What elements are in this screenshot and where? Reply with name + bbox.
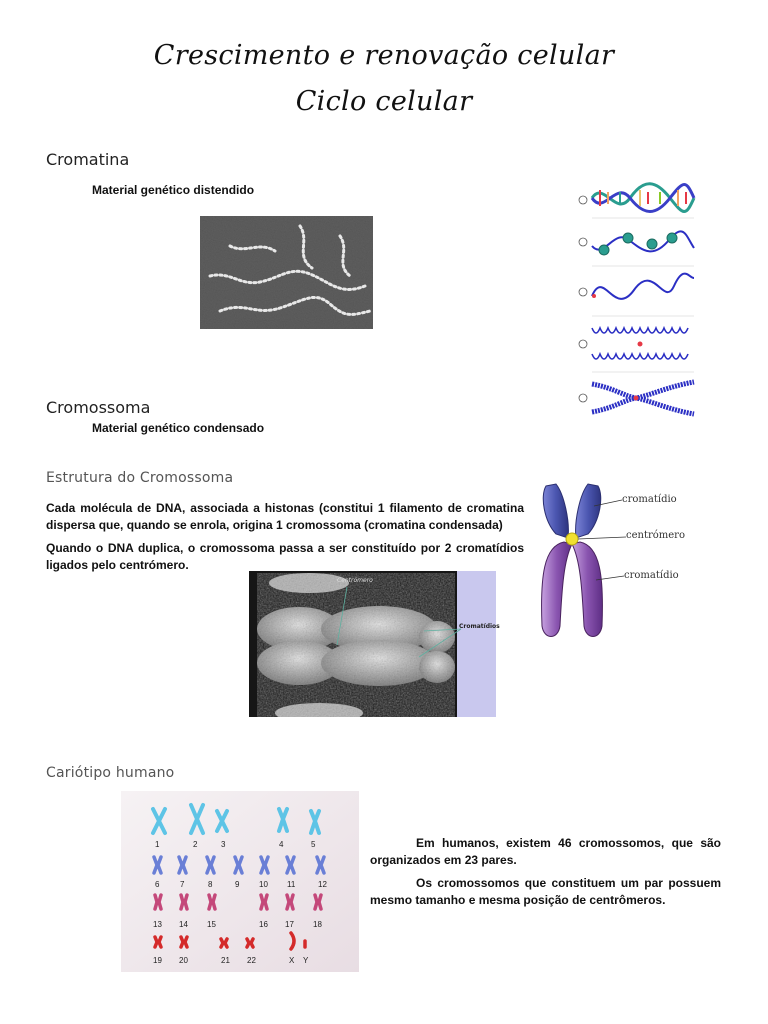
karyo-num-3: 3: [221, 840, 226, 849]
karyo-num-21: 21: [221, 956, 230, 965]
karyo-num-17: 17: [285, 920, 294, 929]
karyo-num-12: 12: [318, 880, 327, 889]
cariotipo-paragraph-2: Os cromossomos que constituem um par possuem mesmo tamanho e mesma posição de centrômeros.: [370, 876, 721, 907]
karyotype-image: [121, 791, 359, 972]
karyo-num-11: 11: [287, 880, 296, 889]
karyo-num-7: 7: [180, 880, 185, 889]
cromossoma-caption: Material genético condensado: [92, 421, 265, 435]
estrutura-paragraph-1: Cada molécula de DNA, associada a histonas (constitui 1 filamento de cromatina dispersa que, quando se enrola, origina 1 cromossoma (cromatina condensada): [46, 501, 524, 532]
page-title-line1: Crescimento e renovação celular: [153, 40, 615, 71]
cariotipo-paragraph-1: Em humanos, existem 46 cromossomos, que são organizados em 23 pares.: [370, 836, 721, 867]
karyo-num-19: 19: [153, 956, 162, 965]
cromatina-caption: Material genético distendido: [92, 183, 255, 197]
karyo-num-14: 14: [179, 920, 188, 929]
karyo-num-16: 16: [259, 920, 268, 929]
dna-condensation-illustration: [574, 178, 698, 426]
karyo-num-x: X: [289, 956, 295, 965]
cromatina-heading: Cromatina: [46, 150, 130, 169]
micrograph-label-centromero: Centrómero: [337, 577, 373, 584]
karyo-num-15: 15: [207, 920, 216, 929]
karyo-num-22: 22: [247, 956, 256, 965]
page-title-line2: Ciclo celular: [295, 86, 473, 117]
estrutura-text: [46, 500, 524, 580]
karyo-num-10: 10: [259, 880, 268, 889]
estrutura-paragraph-2: Quando o DNA duplica, o cromossoma passa a ser constituído por 2 cromatídios ligados pelo centrómero.: [46, 541, 524, 572]
karyo-num-9: 9: [235, 880, 240, 889]
karyo-num-8: 8: [208, 880, 213, 889]
label-cromatidio-top: cromatídio: [622, 494, 677, 505]
chromatin-micrograph: [200, 216, 373, 329]
karyo-num-6: 6: [155, 880, 160, 889]
label-cromatidio-bottom: cromatídio: [624, 570, 679, 581]
karyo-num-5: 5: [311, 840, 316, 849]
chromosome-structure-diagram: [534, 476, 684, 642]
karyo-num-18: 18: [313, 920, 322, 929]
karyo-num-4: 4: [279, 840, 284, 849]
cariotipo-heading: Cariótipo humano: [46, 765, 175, 781]
micrograph-label-cromatidios: Cromatídios: [459, 623, 500, 630]
karyo-num-13: 13: [153, 920, 162, 929]
label-centromero: centrómero: [626, 530, 685, 541]
chromosome-micrograph: [249, 571, 500, 717]
karyo-num-1: 1: [155, 840, 160, 849]
estrutura-heading: Estrutura do Cromossoma: [46, 470, 234, 486]
cariotipo-text: [370, 835, 721, 915]
cromossoma-heading: Cromossoma: [46, 398, 151, 417]
karyo-num-20: 20: [179, 956, 188, 965]
karyo-num-y: Y: [303, 956, 309, 965]
karyo-num-2: 2: [193, 840, 198, 849]
